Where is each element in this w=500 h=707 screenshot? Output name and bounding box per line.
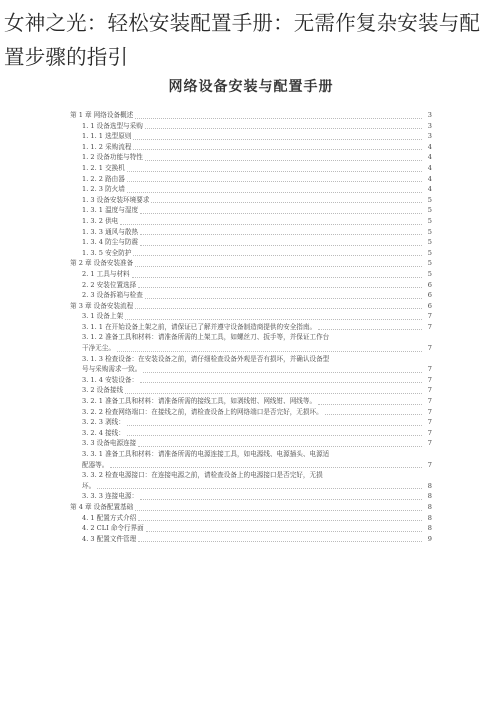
toc-entry[interactable] <box>70 184 432 195</box>
toc-leader-dots <box>125 393 422 394</box>
table-of-contents <box>70 110 432 544</box>
toc-entry[interactable] <box>70 513 432 524</box>
toc-leader-dots <box>140 234 422 235</box>
toc-page-number: 5 <box>427 206 432 215</box>
toc-leader-dots <box>145 128 422 129</box>
toc-page-number: 7 <box>427 397 432 406</box>
toc-chapter[interactable] <box>70 258 432 269</box>
toc-page-number: 4 <box>427 174 432 183</box>
toc-leader-dots <box>138 541 422 542</box>
toc-entry[interactable] <box>70 237 432 248</box>
toc-entry-text: 第 3 章 设备安装流程 <box>70 301 134 310</box>
toc-entry-text: 3. 1. 3 检查设备：在安装设备之前，请仔细检查设备外观是否有损坏，并确认设备型 <box>82 354 330 363</box>
toc-leader-dots <box>151 202 422 203</box>
toc-entry-text: 3. 2. 1 准备工具和材料：请准备所需的接线工具，如剥线钳、网线钳、网线等。 <box>82 397 317 406</box>
toc-leader-dots <box>132 277 422 278</box>
toc-page-number: 7 <box>427 375 432 384</box>
toc-entry-text: 3. 1. 1 在开始设备上架之前，请保证已了解并遵守设备制造商提供的安全指南。 <box>82 322 317 331</box>
toc-leader-dots <box>138 446 422 447</box>
document-title: 网络设备安装与配置手册 <box>168 79 334 95</box>
toc-page-number: 7 <box>427 322 432 331</box>
toc-page-number: 7 <box>427 439 432 448</box>
toc-entry[interactable] <box>70 385 432 396</box>
toc-leader-dots <box>133 255 422 256</box>
toc-entry[interactable] <box>70 205 432 216</box>
toc-entry-text-continued: 配器等。 <box>82 460 109 469</box>
toc-entry[interactable] <box>70 534 432 545</box>
toc-leader-dots <box>110 467 422 468</box>
toc-entry-text: 第 2 章 设备安装准备 <box>70 259 134 268</box>
toc-leader-dots <box>145 298 422 299</box>
toc-entry-text: 4. 1 配置方式介绍 <box>82 513 137 522</box>
toc-leader-dots <box>135 308 422 309</box>
toc-entry-text: 4. 3 配置文件管理 <box>82 534 137 543</box>
toc-leader-dots <box>133 139 422 140</box>
toc-entry-text: 3. 1. 4 安装设备： <box>82 375 139 384</box>
toc-entry-text: 3. 2. 2 检查网络端口：在接线之前，请检查设备上的网络端口是否完好，无损坏。 <box>82 407 323 416</box>
toc-page-number: 5 <box>427 269 432 278</box>
toc-leader-dots <box>138 287 422 288</box>
toc-leader-dots <box>140 382 422 383</box>
toc-leader-dots <box>133 149 422 150</box>
toc-chapter[interactable] <box>70 301 432 312</box>
toc-entry[interactable] <box>70 227 432 238</box>
toc-page-number: 6 <box>427 280 432 289</box>
toc-entry[interactable] <box>70 142 432 153</box>
toc-page-number: 9 <box>427 534 432 543</box>
toc-leader-dots <box>127 171 422 172</box>
toc-entry-text: 3. 1. 2 准备工具和材料：请准备所需的上架工具，如螺丝刀、扳手等，并保证工作台 <box>82 333 330 342</box>
toc-page-number: 7 <box>427 365 432 374</box>
toc-page-number: 8 <box>427 502 432 511</box>
toc-page-number: 3 <box>427 121 432 130</box>
toc-page-number: 6 <box>427 291 432 300</box>
toc-entry[interactable] <box>70 121 432 132</box>
toc-entry-text: 3. 3. 3 连接电源： <box>82 492 139 501</box>
toc-entry[interactable] <box>70 269 432 280</box>
toc-leader-dots <box>140 499 422 500</box>
toc-entry-text: 1. 1. 2 采购流程 <box>82 142 132 151</box>
toc-page-number: 4 <box>427 185 432 194</box>
toc-entry[interactable] <box>70 354 432 375</box>
toc-entry-text: 1. 2. 2 路由器 <box>82 174 125 183</box>
toc-leader-dots <box>125 319 422 320</box>
toc-entry[interactable] <box>70 438 432 449</box>
toc-entry-text: 1. 3. 4 防尘与防震 <box>82 238 139 247</box>
toc-entry[interactable] <box>70 322 432 333</box>
toc-page-number: 7 <box>427 312 432 321</box>
toc-entry[interactable] <box>70 375 432 386</box>
toc-entry[interactable] <box>70 417 432 428</box>
toc-leader-dots <box>140 213 422 214</box>
toc-entry-text: 2. 3 设备拆箱与检查 <box>82 291 143 300</box>
toc-entry-text: 1. 3. 2 供电 <box>82 216 119 225</box>
toc-entry[interactable] <box>70 248 432 259</box>
toc-leader-dots <box>97 488 422 489</box>
toc-entry[interactable] <box>70 428 432 439</box>
toc-entry[interactable] <box>70 491 432 502</box>
toc-page-number: 8 <box>427 492 432 501</box>
toc-entry[interactable] <box>70 152 432 163</box>
toc-leader-dots <box>127 425 422 426</box>
toc-entry-text-continued: 干净无尘。 <box>82 344 115 353</box>
toc-entry-text: 4. 2 CLI 命令行界面 <box>82 524 144 533</box>
toc-leader-dots <box>135 266 422 267</box>
document-page <box>70 76 432 648</box>
toc-page-number: 5 <box>427 259 432 268</box>
toc-page-number: 5 <box>427 195 432 204</box>
toc-entry-text: 第 4 章 设备配置基础 <box>70 502 134 511</box>
toc-leader-dots <box>127 192 422 193</box>
toc-leader-dots <box>127 181 422 182</box>
toc-entry[interactable] <box>70 131 432 142</box>
toc-chapter[interactable] <box>70 502 432 513</box>
toc-page-number: 3 <box>427 111 432 119</box>
toc-entry[interactable] <box>70 280 432 291</box>
toc-page-number: 7 <box>427 460 432 469</box>
toc-page-number: 7 <box>427 344 432 353</box>
toc-entry[interactable] <box>70 449 432 470</box>
toc-entry-text: 3. 2. 3 剥线： <box>82 418 125 427</box>
toc-entry-text: 2. 1 工具与材料 <box>82 269 130 278</box>
toc-page-number: 3 <box>427 132 432 141</box>
toc-entry-text: 1. 3. 3 通风与散热 <box>82 227 139 236</box>
toc-page-number: 6 <box>427 301 432 310</box>
toc-entry-text: 1. 3. 1 温度与湿度 <box>82 206 139 215</box>
page-headline: 女神之光：轻松安装配置手册：无需作复杂安装与配置步骤的指引 <box>4 11 481 69</box>
toc-leader-dots <box>140 245 422 246</box>
toc-entry[interactable] <box>70 216 432 227</box>
toc-page-number: 5 <box>427 216 432 225</box>
toc-page-number: 7 <box>427 418 432 427</box>
toc-entry-text: 1. 1 设备选型与采购 <box>82 121 143 130</box>
toc-page-number: 8 <box>427 513 432 522</box>
toc-chapter[interactable] <box>70 110 432 121</box>
toc-entry-text-continued: 号与采购需求一致。 <box>82 365 142 374</box>
toc-entry[interactable] <box>70 163 432 174</box>
toc-entry[interactable] <box>70 290 432 301</box>
toc-page-number: 7 <box>427 386 432 395</box>
toc-leader-dots <box>318 404 422 405</box>
toc-leader-dots <box>120 224 422 225</box>
toc-entry-text: 2. 2 安装位置选择 <box>82 280 137 289</box>
toc-entry[interactable] <box>70 195 432 206</box>
toc-entry-text: 1. 2 设备功能与特性 <box>82 153 143 162</box>
toc-page-number: 4 <box>427 153 432 162</box>
toc-entry-text: 3. 3. 1 准备工具和材料：请准备所需的电源连接工具，如电源线、电源插头、电源适 <box>82 450 330 458</box>
toc-entry-text: 3. 1 设备上架 <box>82 312 124 321</box>
toc-entry-text: 1. 3 设备安装环境要求 <box>82 195 150 204</box>
toc-entry[interactable] <box>70 470 432 491</box>
toc-leader-dots <box>135 510 422 511</box>
toc-leader-dots <box>135 118 422 119</box>
toc-entry-text: 1. 1. 1 选型原则 <box>82 132 132 141</box>
toc-leader-dots <box>127 435 422 436</box>
toc-entry[interactable] <box>70 174 432 185</box>
toc-entry-text: 1. 2. 1 交换机 <box>82 163 125 172</box>
toc-leader-dots <box>143 372 422 373</box>
toc-leader-dots <box>145 160 422 161</box>
toc-entry[interactable] <box>70 407 432 418</box>
toc-page-number: 7 <box>427 428 432 437</box>
toc-leader-dots <box>146 531 422 532</box>
toc-leader-dots <box>325 414 422 415</box>
toc-entry[interactable] <box>70 523 432 534</box>
toc-entry[interactable] <box>70 311 432 322</box>
toc-page-number: 4 <box>427 163 432 172</box>
toc-entry-text: 3. 3. 2 检查电源接口：在连接电源之前，请检查设备上的电源接口是否完好，无损 <box>82 471 323 480</box>
toc-leader-dots <box>138 520 422 521</box>
toc-page-number: 4 <box>427 142 432 151</box>
toc-entry-text: 第 1 章 网络设备概述 <box>70 111 134 119</box>
toc-leader-dots <box>318 329 422 330</box>
toc-entry-text: 3. 3 设备电源连接 <box>82 439 137 448</box>
toc-page-number: 5 <box>427 227 432 236</box>
toc-entry-text: 3. 2 设备接线 <box>82 386 124 395</box>
toc-entry-text: 1. 2. 3 防火墙 <box>82 185 125 194</box>
toc-entry-text: 1. 3. 5 安全防护 <box>82 248 132 257</box>
toc-page-number: 8 <box>427 524 432 533</box>
toc-page-number: 5 <box>427 248 432 257</box>
toc-page-number: 8 <box>427 481 432 490</box>
toc-entry[interactable] <box>70 396 432 407</box>
toc-page-number: 5 <box>427 238 432 247</box>
toc-entry-text-continued: 坏。 <box>82 481 96 490</box>
toc-entry-text: 3. 2. 4 接线： <box>82 428 125 437</box>
toc-leader-dots <box>117 351 422 352</box>
toc-page-number: 7 <box>427 407 432 416</box>
toc-entry[interactable] <box>70 332 432 353</box>
